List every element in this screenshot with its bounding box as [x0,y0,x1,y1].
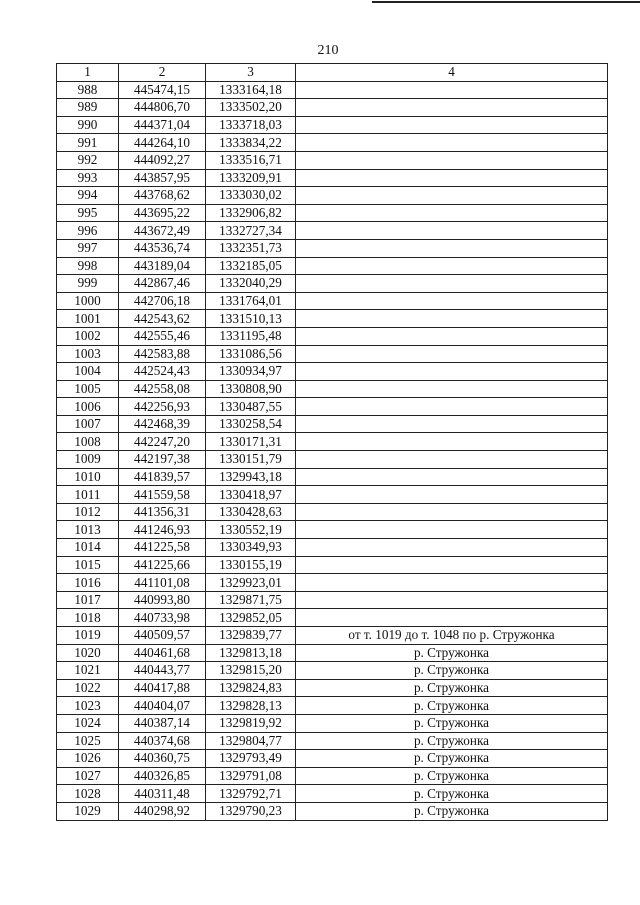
table-row [57,644,608,662]
point-number-cell: 997 [57,239,119,257]
table-row [57,574,608,592]
description-cell [296,187,608,205]
description-cell [296,151,608,169]
y-coordinate-cell: 1329943,18 [206,468,296,486]
point-number-cell: 1004 [57,363,119,381]
x-coordinate-cell: 440443,77 [119,662,206,680]
description-cell [296,521,608,539]
point-number-cell: 991 [57,134,119,152]
point-number-cell: 998 [57,257,119,275]
x-coordinate-cell: 444092,27 [119,151,206,169]
table-row [57,257,608,275]
point-number-cell: 1015 [57,556,119,574]
x-coordinate-cell: 443189,04 [119,257,206,275]
description-cell [296,486,608,504]
point-number-cell: 992 [57,151,119,169]
x-coordinate-cell: 440404,07 [119,697,206,715]
x-coordinate-cell: 444806,70 [119,99,206,117]
x-coordinate-cell: 442247,20 [119,433,206,451]
y-coordinate-cell: 1330151,79 [206,451,296,469]
point-number-cell: 1020 [57,644,119,662]
description-cell: р. Стружонка [296,732,608,750]
header-row [57,64,608,82]
x-coordinate-cell: 440311,48 [119,785,206,803]
table-row [57,556,608,574]
page-number: 210 [317,43,339,58]
description-cell [296,292,608,310]
table-row [57,310,608,328]
table-row [57,222,608,240]
y-coordinate-cell: 1333516,71 [206,151,296,169]
description-cell [296,222,608,240]
y-coordinate-cell: 1330155,19 [206,556,296,574]
y-coordinate-cell: 1329791,08 [206,767,296,785]
x-coordinate-cell: 440298,92 [119,802,206,820]
x-coordinate-cell: 444371,04 [119,116,206,134]
description-cell [296,380,608,398]
point-number-cell: 1000 [57,292,119,310]
table-row [57,451,608,469]
y-coordinate-cell: 1330349,93 [206,539,296,557]
x-coordinate-cell: 442706,18 [119,292,206,310]
description-cell [296,310,608,328]
table-row [57,398,608,416]
y-coordinate-cell: 1332906,82 [206,204,296,222]
point-number-cell: 1018 [57,609,119,627]
table-row [57,609,608,627]
y-coordinate-cell: 1333164,18 [206,81,296,99]
y-coordinate-cell: 1331086,56 [206,345,296,363]
point-number-cell: 1026 [57,750,119,768]
y-coordinate-cell: 1329871,75 [206,591,296,609]
y-coordinate-cell: 1333834,22 [206,134,296,152]
table-row [57,363,608,381]
table-row [57,415,608,433]
x-coordinate-cell: 440387,14 [119,714,206,732]
point-number-cell: 999 [57,275,119,293]
x-coordinate-cell: 443857,95 [119,169,206,187]
point-number-cell: 1017 [57,591,119,609]
table-row [57,750,608,768]
table-row [57,99,608,117]
point-number-cell: 1010 [57,468,119,486]
point-number-cell: 1021 [57,662,119,680]
y-coordinate-cell: 1329828,13 [206,697,296,715]
table-row [57,151,608,169]
description-cell [296,591,608,609]
point-number-cell: 988 [57,81,119,99]
x-coordinate-cell: 442256,93 [119,398,206,416]
y-coordinate-cell: 1329804,77 [206,732,296,750]
description-cell: р. Стружонка [296,662,608,680]
y-coordinate-cell: 1330418,97 [206,486,296,504]
y-coordinate-cell: 1329839,77 [206,627,296,645]
table-row [57,503,608,521]
table-row [57,81,608,99]
x-coordinate-cell: 442867,46 [119,275,206,293]
x-coordinate-cell: 442558,08 [119,380,206,398]
table-row [57,327,608,345]
y-coordinate-cell: 1332040,29 [206,275,296,293]
y-coordinate-cell: 1329793,49 [206,750,296,768]
coordinates-table [56,63,608,821]
x-coordinate-cell: 443695,22 [119,204,206,222]
description-cell [296,398,608,416]
description-cell [296,574,608,592]
y-coordinate-cell: 1333502,20 [206,99,296,117]
table-row [57,785,608,803]
point-number-cell: 1003 [57,345,119,363]
point-number-cell: 1023 [57,697,119,715]
x-coordinate-cell: 441559,58 [119,486,206,504]
description-cell [296,257,608,275]
y-coordinate-cell: 1329819,92 [206,714,296,732]
description-cell [296,609,608,627]
y-coordinate-cell: 1331764,01 [206,292,296,310]
x-coordinate-cell: 441225,58 [119,539,206,557]
description-cell [296,433,608,451]
y-coordinate-cell: 1332727,34 [206,222,296,240]
description-cell: р. Стружонка [296,750,608,768]
point-number-cell: 1009 [57,451,119,469]
point-number-cell: 1028 [57,785,119,803]
table-row [57,116,608,134]
y-coordinate-cell: 1333209,91 [206,169,296,187]
description-cell: р. Стружонка [296,644,608,662]
x-coordinate-cell: 440509,57 [119,627,206,645]
x-coordinate-cell: 445474,15 [119,81,206,99]
description-cell [296,363,608,381]
table-row [57,187,608,205]
table-row [57,662,608,680]
table-row [57,275,608,293]
x-coordinate-cell: 440993,80 [119,591,206,609]
x-coordinate-cell: 443768,62 [119,187,206,205]
description-cell [296,116,608,134]
description-cell: р. Стружонка [296,679,608,697]
table-row [57,714,608,732]
description-cell [296,539,608,557]
description-cell [296,169,608,187]
table-row [57,468,608,486]
table-row [57,345,608,363]
table-row [57,433,608,451]
table-row [57,169,608,187]
x-coordinate-cell: 441356,31 [119,503,206,521]
point-number-cell: 990 [57,116,119,134]
y-coordinate-cell: 1329852,05 [206,609,296,627]
table-row [57,679,608,697]
table-row [57,521,608,539]
x-coordinate-cell: 441246,93 [119,521,206,539]
y-coordinate-cell: 1332351,73 [206,239,296,257]
header-cell-4: 4 [296,64,608,82]
y-coordinate-cell: 1333030,02 [206,187,296,205]
description-cell [296,204,608,222]
table-row [57,627,608,645]
table-row [57,204,608,222]
description-cell [296,345,608,363]
y-coordinate-cell: 1329815,20 [206,662,296,680]
x-coordinate-cell: 443672,49 [119,222,206,240]
description-cell [296,275,608,293]
point-number-cell: 1007 [57,415,119,433]
scan-edge-line [372,1,640,3]
y-coordinate-cell: 1329792,71 [206,785,296,803]
y-coordinate-cell: 1330487,55 [206,398,296,416]
table-row [57,539,608,557]
table-row [57,767,608,785]
description-cell [296,556,608,574]
table-row [57,732,608,750]
point-number-cell: 1024 [57,714,119,732]
y-coordinate-cell: 1329923,01 [206,574,296,592]
x-coordinate-cell: 442468,39 [119,415,206,433]
point-number-cell: 995 [57,204,119,222]
table-row [57,134,608,152]
point-number-cell: 1022 [57,679,119,697]
y-coordinate-cell: 1329813,18 [206,644,296,662]
x-coordinate-cell: 441225,66 [119,556,206,574]
header-cell-1: 1 [57,64,119,82]
point-number-cell: 1029 [57,802,119,820]
point-number-cell: 1002 [57,327,119,345]
point-number-cell: 1016 [57,574,119,592]
y-coordinate-cell: 1330934,97 [206,363,296,381]
x-coordinate-cell: 442543,62 [119,310,206,328]
description-cell [296,99,608,117]
description-cell [296,468,608,486]
header-cell-3: 3 [206,64,296,82]
table-row [57,591,608,609]
description-cell: р. Стружонка [296,714,608,732]
description-cell: р. Стружонка [296,785,608,803]
table-row [57,239,608,257]
x-coordinate-cell: 440417,88 [119,679,206,697]
y-coordinate-cell: 1329790,23 [206,802,296,820]
point-number-cell: 1019 [57,627,119,645]
x-coordinate-cell: 440360,75 [119,750,206,768]
table-row [57,697,608,715]
point-number-cell: 1013 [57,521,119,539]
x-coordinate-cell: 442197,38 [119,451,206,469]
y-coordinate-cell: 1332185,05 [206,257,296,275]
x-coordinate-cell: 441839,57 [119,468,206,486]
point-number-cell: 1008 [57,433,119,451]
x-coordinate-cell: 440733,98 [119,609,206,627]
x-coordinate-cell: 441101,08 [119,574,206,592]
point-number-cell: 1011 [57,486,119,504]
y-coordinate-cell: 1330808,90 [206,380,296,398]
y-coordinate-cell: 1333718,03 [206,116,296,134]
point-number-cell: 993 [57,169,119,187]
table-row [57,486,608,504]
y-coordinate-cell: 1329824,83 [206,679,296,697]
x-coordinate-cell: 440374,68 [119,732,206,750]
description-cell [296,239,608,257]
x-coordinate-cell: 443536,74 [119,239,206,257]
description-cell: р. Стружонка [296,802,608,820]
description-cell [296,327,608,345]
description-cell [296,134,608,152]
table-row [57,380,608,398]
table-row [57,292,608,310]
point-number-cell: 996 [57,222,119,240]
x-coordinate-cell: 442583,88 [119,345,206,363]
point-number-cell: 1014 [57,539,119,557]
description-cell: р. Стружонка [296,697,608,715]
description-cell: р. Стружонка [296,767,608,785]
point-number-cell: 1027 [57,767,119,785]
coordinates-table-body [57,64,608,821]
description-cell [296,503,608,521]
header-cell-2: 2 [119,64,206,82]
x-coordinate-cell: 442524,43 [119,363,206,381]
y-coordinate-cell: 1330258,54 [206,415,296,433]
point-number-cell: 1001 [57,310,119,328]
point-number-cell: 1005 [57,380,119,398]
description-cell [296,451,608,469]
point-number-cell: 994 [57,187,119,205]
point-number-cell: 989 [57,99,119,117]
description-cell: от т. 1019 до т. 1048 по р. Стружонка [296,627,608,645]
x-coordinate-cell: 442555,46 [119,327,206,345]
x-coordinate-cell: 440326,85 [119,767,206,785]
description-cell [296,81,608,99]
y-coordinate-cell: 1331195,48 [206,327,296,345]
y-coordinate-cell: 1331510,13 [206,310,296,328]
point-number-cell: 1006 [57,398,119,416]
x-coordinate-cell: 444264,10 [119,134,206,152]
x-coordinate-cell: 440461,68 [119,644,206,662]
y-coordinate-cell: 1330552,19 [206,521,296,539]
y-coordinate-cell: 1330171,31 [206,433,296,451]
point-number-cell: 1012 [57,503,119,521]
y-coordinate-cell: 1330428,63 [206,503,296,521]
description-cell [296,415,608,433]
table-row [57,802,608,820]
point-number-cell: 1025 [57,732,119,750]
